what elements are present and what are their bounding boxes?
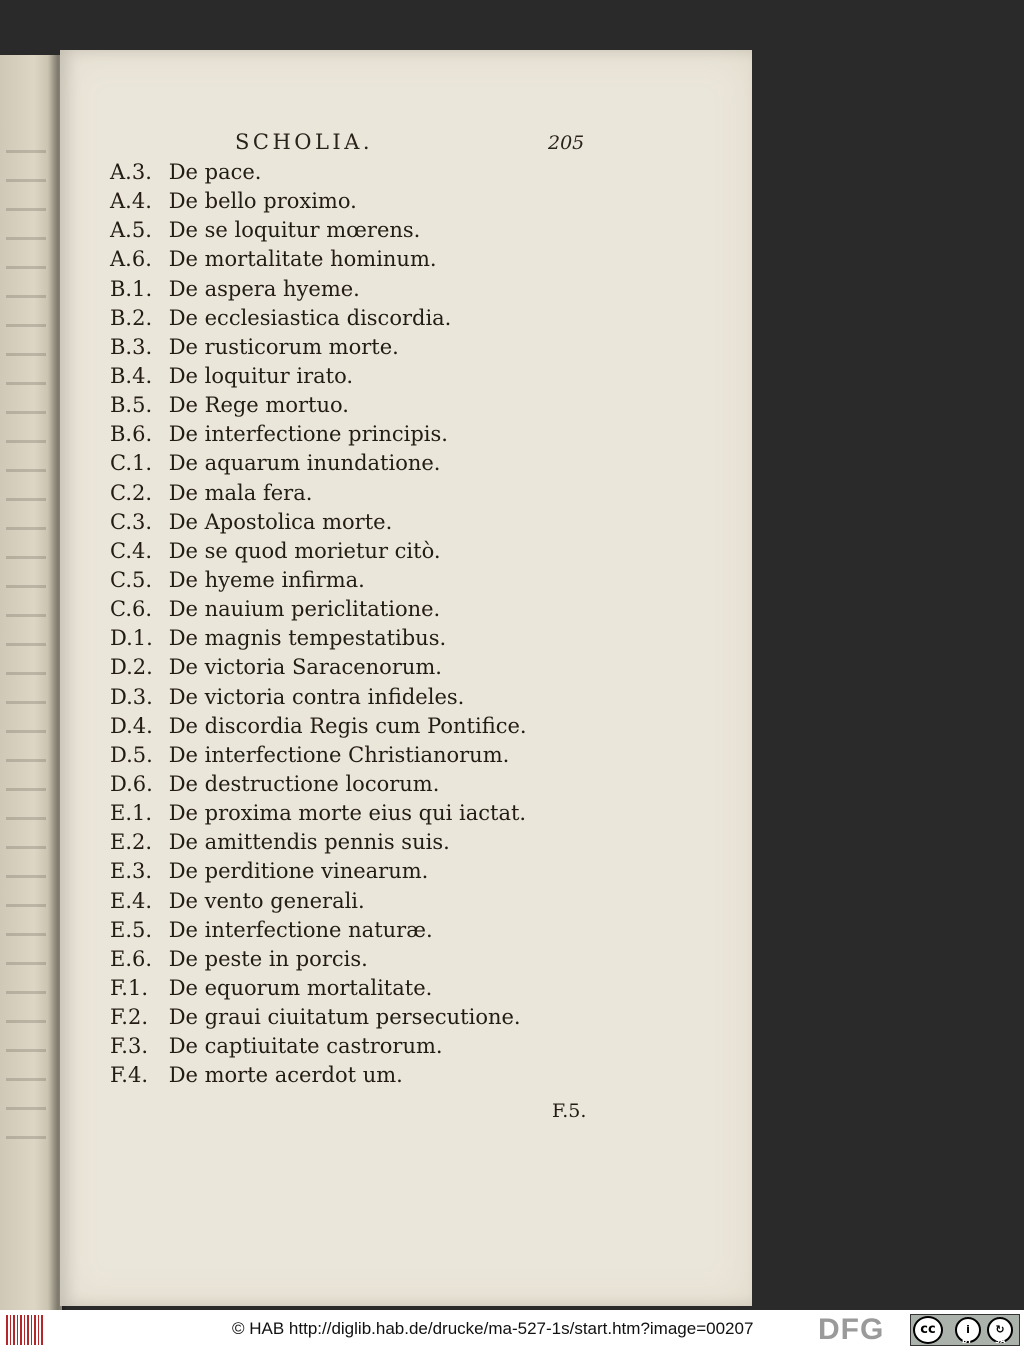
entry-text: De hyeme infirma. xyxy=(168,567,365,592)
list-item xyxy=(110,391,527,420)
signature-label: B.3. xyxy=(110,334,153,359)
list-item xyxy=(110,245,527,274)
list-item xyxy=(110,479,527,508)
entry-text: De pace. xyxy=(168,160,262,184)
entry-text: De morte acerdot um. xyxy=(168,1063,403,1088)
signature-label: E.6. xyxy=(110,946,153,971)
signature-label: F.1. xyxy=(110,975,149,1000)
by-icon: i xyxy=(955,1317,981,1343)
list-item xyxy=(110,508,527,537)
entry-text: De ecclesiastica discordia. xyxy=(168,305,452,330)
by-label: BY xyxy=(962,1337,973,1345)
signature-label: D.2. xyxy=(110,655,153,680)
list-item xyxy=(110,828,527,857)
footer-bar xyxy=(0,1310,1024,1350)
signature-label: D.3. xyxy=(110,684,153,709)
entry-text: De peste in porcis. xyxy=(168,946,368,971)
dfg-logo: DFG xyxy=(818,1313,885,1346)
hab-barcode-logo-icon xyxy=(6,1315,44,1345)
list-item xyxy=(110,916,527,945)
entry-text: De victoria Saracenorum. xyxy=(168,655,442,680)
signature-label: A.3. xyxy=(110,160,152,184)
signature-label: A.6. xyxy=(110,247,152,272)
list-item xyxy=(110,857,527,886)
list-item xyxy=(110,770,527,799)
list-item xyxy=(110,187,527,216)
entry-text: De graui ciuitatum persecutione. xyxy=(168,1005,521,1030)
signature-label: E.4. xyxy=(110,888,153,913)
list-item xyxy=(110,449,527,478)
entry-text: De aquarum inundatione. xyxy=(168,451,441,476)
list-item xyxy=(110,566,527,595)
entry-text: De equorum mortalitate. xyxy=(168,975,433,1000)
list-item xyxy=(110,1061,527,1090)
entry-text: De captiuitate castrorum. xyxy=(168,1034,443,1059)
signature-label: E.2. xyxy=(110,830,153,855)
signature-label: F.3. xyxy=(110,1034,149,1059)
sa-icon: ↻ xyxy=(987,1317,1013,1343)
signature-label: B.2. xyxy=(110,305,153,330)
signature-label: E.1. xyxy=(110,801,153,826)
list-item xyxy=(110,158,527,187)
entry-text: De perditione vinearum. xyxy=(168,859,429,884)
signature-label: C.2. xyxy=(110,480,153,505)
entry-text: De interfectione naturæ. xyxy=(168,917,433,942)
list-item xyxy=(110,945,527,974)
list-item xyxy=(110,595,527,624)
entry-text: De bello proximo. xyxy=(168,189,357,214)
list-item xyxy=(110,683,527,712)
entry-text: De mortalitate hominum. xyxy=(168,247,437,272)
signature-label: B.5. xyxy=(110,393,153,418)
signature-label: E.5. xyxy=(110,917,153,942)
running-head xyxy=(60,130,752,160)
signature-label: C.5. xyxy=(110,567,153,592)
entry-text: De aspera hyeme. xyxy=(168,276,360,301)
book-page xyxy=(60,50,752,1306)
entry-text: De interfectione Christianorum. xyxy=(168,742,510,767)
signature-label: D.1. xyxy=(110,626,153,651)
catchword: F.5. xyxy=(552,1100,587,1122)
signature-label: E.3. xyxy=(110,859,153,884)
entry-text: De destructione locorum. xyxy=(168,771,440,796)
signature-label: A.4. xyxy=(110,189,152,214)
entry-text: De amittendis pennis suis. xyxy=(168,830,450,855)
cc-icon: cc xyxy=(913,1316,943,1344)
signature-label: F.4. xyxy=(110,1063,149,1088)
list-item xyxy=(110,1032,527,1061)
signature-label: F.2. xyxy=(110,1005,149,1030)
list-item xyxy=(110,712,527,741)
signature-label: A.5. xyxy=(110,218,152,243)
entry-text: De se loquitur mœrens. xyxy=(168,218,421,243)
list-item xyxy=(110,537,527,566)
signature-label: B.4. xyxy=(110,363,153,388)
entry-text: De Apostolica morte. xyxy=(168,509,393,534)
signature-label: D.5. xyxy=(110,742,153,767)
cc-license-badge[interactable] xyxy=(910,1314,1020,1346)
signature-label: C.6. xyxy=(110,597,153,622)
list-item xyxy=(110,333,527,362)
list-item xyxy=(110,304,527,333)
signature-label: D.4. xyxy=(110,713,153,738)
citation-link[interactable]: © HAB http://diglib.hab.de/drucke/ma-527-1s/start.htm?image=00207 xyxy=(232,1319,754,1338)
sa-label: SA xyxy=(995,1337,1006,1345)
signature-label: C.4. xyxy=(110,538,153,563)
list-item xyxy=(110,1003,527,1032)
signature-label: D.6. xyxy=(110,771,153,796)
entry-text: De proxima morte eius qui iactat. xyxy=(168,801,527,826)
entry-text: De loquitur irato. xyxy=(168,363,354,388)
signature-label: C.1. xyxy=(110,451,153,476)
entry-text: De magnis tempestatibus. xyxy=(168,626,447,651)
entry-text: De mala fera. xyxy=(168,480,313,505)
list-item xyxy=(110,362,527,391)
list-item xyxy=(110,887,527,916)
list-item xyxy=(110,799,527,828)
entry-text: De interfectione principis. xyxy=(168,422,448,447)
entry-text: De vento generali. xyxy=(168,888,365,913)
list-item xyxy=(110,974,527,1003)
signature-label: C.3. xyxy=(110,509,153,534)
entry-text: De victoria contra infideles. xyxy=(168,684,465,709)
list-item xyxy=(110,216,527,245)
entry-text: De discordia Regis cum Pontifice. xyxy=(168,713,527,738)
entry-text: De se quod morietur citò. xyxy=(168,538,441,563)
signature-label: B.6. xyxy=(110,422,153,447)
list-item xyxy=(110,420,527,449)
list-item xyxy=(110,624,527,653)
list-item xyxy=(110,741,527,770)
list-item xyxy=(110,275,527,304)
entry-text: De Rege mortuo. xyxy=(168,393,349,418)
page-number: 205 xyxy=(548,132,585,154)
signature-label: B.1. xyxy=(110,276,153,301)
entry-text: De rusticorum morte. xyxy=(168,334,399,359)
list-item xyxy=(110,653,527,682)
scholia-list xyxy=(110,158,527,1091)
page-title: SCHOLIA. xyxy=(235,130,374,154)
entry-text: De nauium periclitatione. xyxy=(168,597,441,622)
